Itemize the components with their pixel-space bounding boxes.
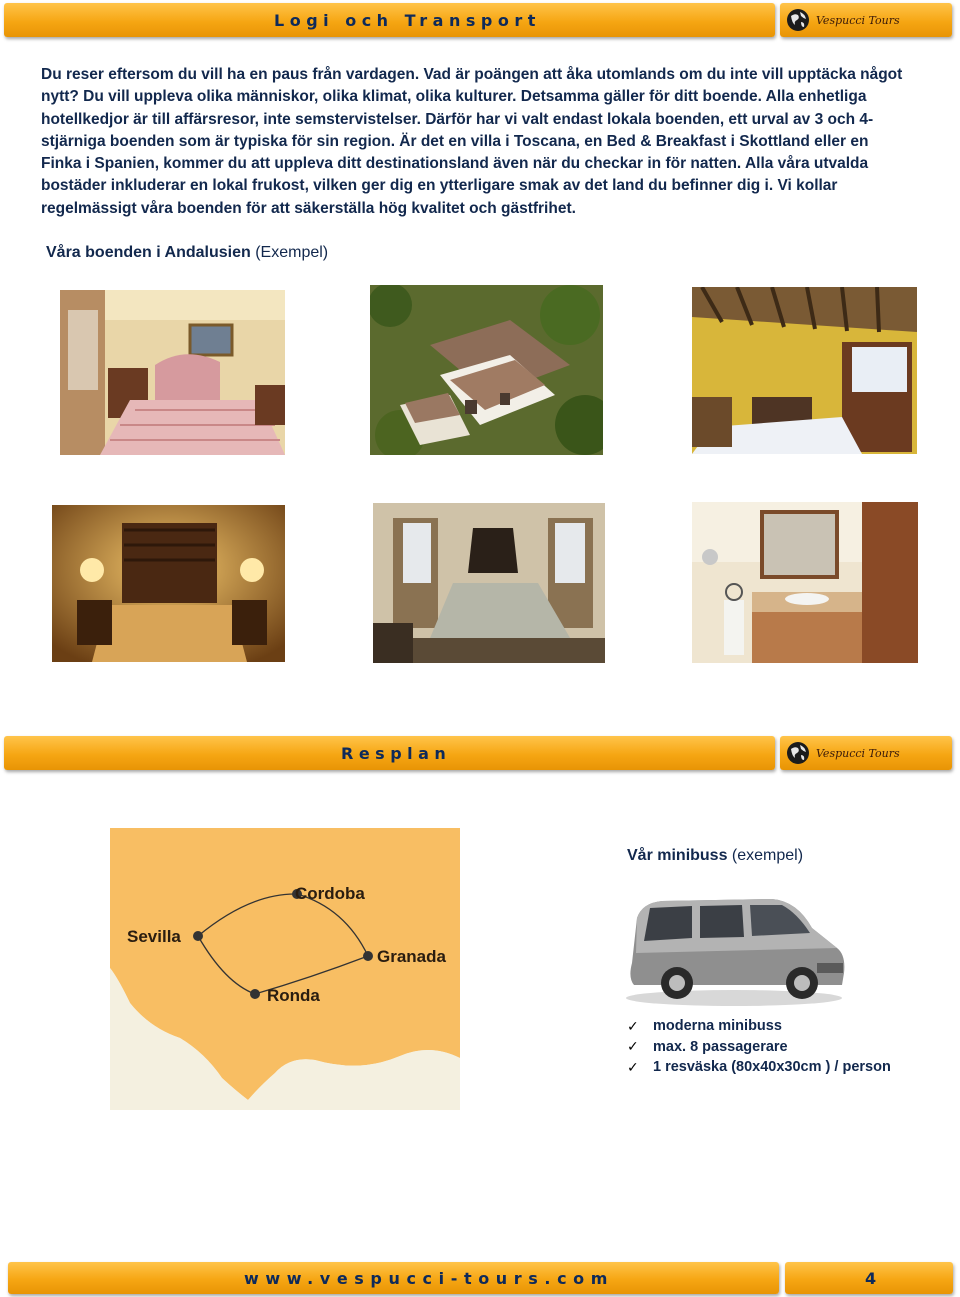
map-label-ronda: Ronda	[267, 986, 320, 1005]
feature-label: 1 resväska (80x40x30cm ) / person	[653, 1059, 891, 1076]
minibus-heading	[627, 847, 803, 865]
page-number: 4	[865, 1268, 877, 1288]
photo-bedroom-yellow	[692, 287, 917, 454]
footer-bar	[8, 1262, 779, 1294]
minibus-image	[622, 893, 850, 1008]
photo-bathroom	[692, 502, 918, 663]
map-marker-sevilla	[193, 931, 203, 941]
list-item	[627, 1037, 891, 1058]
footer-page-box	[785, 1262, 953, 1294]
accommodations-heading	[46, 244, 328, 262]
minibus-heading-suffix: (exempel)	[727, 847, 804, 864]
resplan-logo	[780, 736, 952, 770]
footer-website[interactable]: www.vespucci-tours.com	[244, 1268, 615, 1288]
minibus-heading-bold: Vår minibuss	[627, 847, 728, 864]
checkmark-icon: ✓	[627, 1058, 639, 1075]
checkmark-icon: ✓	[627, 1017, 639, 1034]
resplan-title: Resplan	[341, 743, 452, 763]
header-logo	[780, 3, 952, 37]
photo-bedroom-wood	[52, 505, 285, 662]
header-bar	[4, 3, 775, 37]
logo-text: Vespucci Tours	[816, 746, 900, 760]
resplan-bar	[4, 736, 775, 770]
minibus-feature-list	[627, 1016, 891, 1078]
accommodations-heading-suffix: (Exempel)	[250, 244, 329, 261]
feature-label: moderna minibuss	[653, 1018, 782, 1035]
map-label-sevilla: Sevilla	[127, 927, 181, 946]
photo-bedroom-dark	[373, 503, 605, 663]
photo-aerial-villa	[370, 285, 603, 455]
map-marker-ronda	[250, 989, 260, 999]
intro-paragraph: Du reser eftersom du vill ha en paus från vardagen. Vad är poängen att åka utomlands om du inte vill upptäcka något nytt? Du vill uppleva olika människor, olika klimat, olika kulturer. Detsamma gäller för ditt boende. Alla enhetliga hotellkedjor är till affärsresor, inte semstervistelser. Därför har vi valt endast lokala boenden, ett urval av 3 och 4-stjärniga boenden som är typiska för sin region. Är det en villa i Toscana, en Bed & Breakfast i Skottland eller en Finka i Spanien, kommer du att uppleva ditt destinationsland även när du checkar in för natten. Alla våra utvalda bostäder inkluderar en lokal frukost, vilken ger dig en ytterligare smak av det land du befinner dig i. Vi kollar regelmässigt våra boenden för att säkerställa hög kvalitet och gästfrihet.	[41, 66, 903, 217]
map-label-granada: Granada	[377, 947, 446, 966]
list-item	[627, 1016, 891, 1037]
list-item	[627, 1057, 891, 1078]
map-label-cordoba: Cordoba	[295, 884, 365, 903]
globe-icon	[786, 8, 810, 32]
map-marker-granada	[363, 951, 373, 961]
accommodations-heading-bold: Våra boenden i Andalusien	[46, 244, 251, 261]
route-map	[110, 828, 460, 1110]
feature-label: max. 8 passagerare	[653, 1038, 788, 1055]
logo-text: Vespucci Tours	[816, 13, 900, 27]
checkmark-icon: ✓	[627, 1038, 639, 1055]
photo-bedroom-pink	[60, 290, 285, 455]
globe-icon	[786, 741, 810, 765]
page-title: Logi och Transport	[274, 10, 541, 30]
